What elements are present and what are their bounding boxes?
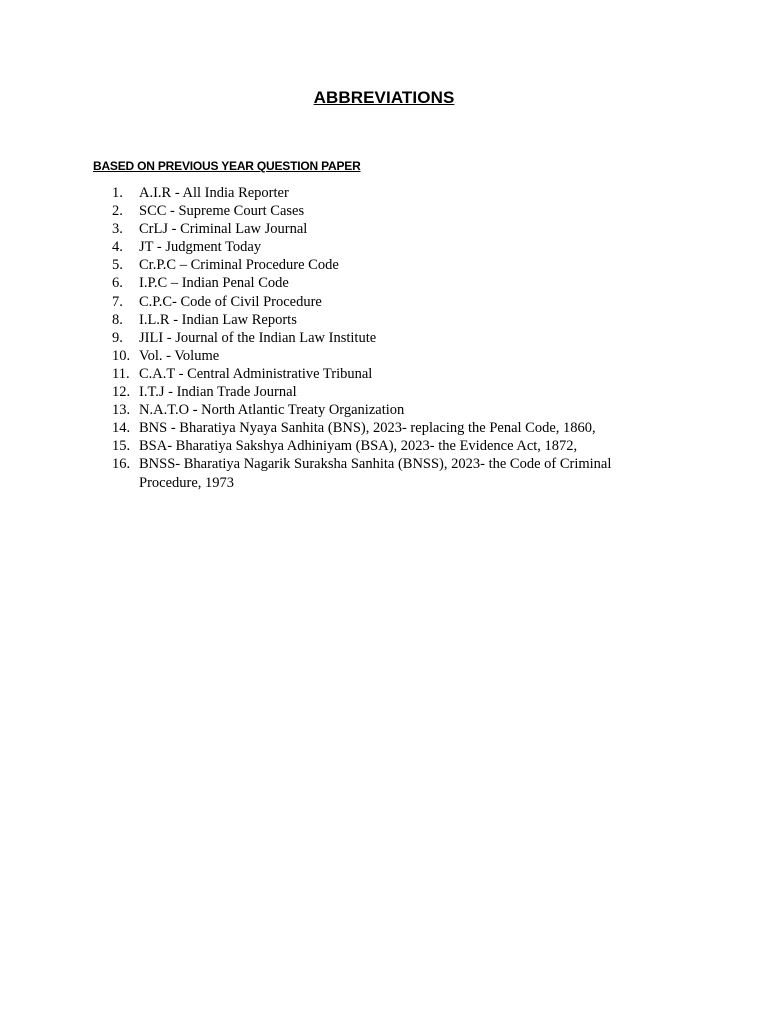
list-item: [0, 347, 659, 365]
list-item: [0, 293, 659, 311]
section-subtitle: BASED ON PREVIOUS YEAR QUESTION PAPER: [93, 159, 361, 173]
item-number: 4.: [112, 239, 123, 256]
item-number: 11.: [112, 365, 130, 382]
page-title: ABBREVIATIONS: [313, 88, 455, 107]
abbreviation-list: [0, 184, 659, 492]
list-item: [0, 274, 659, 292]
list-item: [0, 220, 659, 238]
item-number: 14.: [112, 420, 131, 437]
list-item: [0, 329, 659, 347]
item-text: BNS - Bharatiya Nyaya Sanhita (BNS), 2023- replacing the Penal Code, 1860,: [139, 420, 596, 437]
item-number: 12.: [112, 384, 131, 401]
item-number: 10.: [112, 347, 131, 364]
list-item: [0, 311, 659, 329]
item-number: 3.: [112, 221, 123, 238]
list-item: [0, 202, 659, 220]
list-item: [0, 455, 659, 491]
item-number: 1.: [112, 185, 123, 201]
item-number: 16.: [112, 456, 131, 473]
list-item: [0, 437, 659, 455]
item-number: 9.: [112, 329, 123, 346]
item-number: 2.: [112, 203, 123, 220]
item-text: A.I.R - All India Reporter: [139, 185, 289, 201]
item-text: CrLJ - Criminal Law Journal: [139, 221, 308, 238]
item-text: JT - Judgment Today: [139, 239, 262, 256]
item-number: 7.: [112, 293, 123, 310]
list-item: [0, 256, 659, 274]
item-text: I.L.R - Indian Law Reports: [139, 311, 297, 328]
item-text: Cr.P.C – Criminal Procedure Code: [139, 257, 339, 274]
list-item: [0, 365, 659, 383]
list-item: [0, 401, 659, 419]
item-text: BNSS- Bharatiya Nagarik Suraksha Sanhita (BNSS), 2023- the Code of Criminal Procedure, 1973: [139, 456, 612, 491]
list-item: [0, 238, 659, 256]
list-item: [0, 184, 659, 202]
item-text: Vol. - Volume: [139, 347, 220, 364]
item-number: 5.: [112, 257, 123, 274]
item-text: C.P.C- Code of Civil Procedure: [139, 293, 322, 310]
item-number: 15.: [112, 438, 131, 455]
item-number: 6.: [112, 275, 123, 292]
item-text: I.P.C – Indian Penal Code: [139, 275, 289, 292]
item-text: SCC - Supreme Court Cases: [139, 203, 305, 220]
list-item: [0, 383, 659, 401]
item-text: C.A.T - Central Administrative Tribunal: [139, 365, 373, 382]
item-text: N.A.T.O - North Atlantic Treaty Organization: [139, 402, 405, 419]
item-text: BSA- Bharatiya Sakshya Adhiniyam (BSA), 2023- the Evidence Act, 1872,: [139, 438, 578, 455]
item-text: JILI - Journal of the Indian Law Institute: [139, 329, 377, 346]
item-number: 13.: [112, 402, 131, 419]
list-item: [0, 419, 659, 437]
item-text: I.T.J - Indian Trade Journal: [139, 384, 297, 401]
item-number: 8.: [112, 311, 123, 328]
